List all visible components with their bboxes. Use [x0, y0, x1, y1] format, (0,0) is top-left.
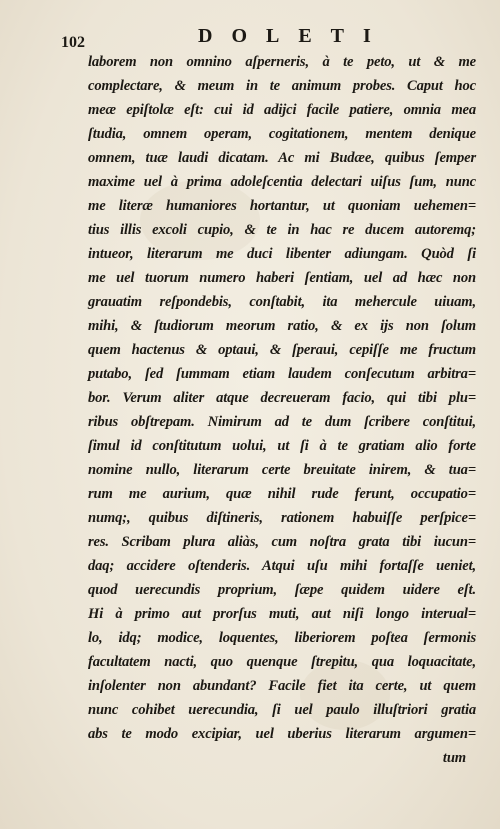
text-line: quod uerecundis proprium, ſæpe quidem uidere eſt.: [88, 582, 476, 598]
text-line: me uel tuorum numero haberi ſentiam, uel ad hæc non: [88, 270, 476, 286]
text-line: ſimul id conſtitutum uolui, ut ſi à te gratiam alio forte: [88, 438, 476, 454]
text-line: grauatim reſpondebis, conſtabit, ita mehercule uiuam,: [88, 294, 476, 310]
text-line: tum: [442, 750, 466, 766]
text-line: complectare, & meum in te animum probes. Caput hoc: [88, 78, 476, 94]
text-line: quem hactenus & optaui, & ſperaui, cepiſſe me fructum: [88, 342, 476, 358]
running-head: DOLETI: [198, 25, 390, 47]
text-line: lo, idq; modice, loquentes, liberiorem poſtea ſermonis: [88, 630, 476, 646]
page-number: 102: [61, 34, 85, 51]
text-line: rum me aurium, quæ nihil rude ferunt, occupatio=: [88, 486, 476, 502]
text-line: res. Scribam plura aliàs, cum noſtra grata tibi iucun=: [88, 534, 476, 550]
text-line: numq;, quibus diſtineris, rationem habuiſſe perſpice=: [88, 510, 476, 526]
text-line: Hi à primo aut prorſus muti, aut niſi longo interual=: [88, 606, 476, 622]
text-line: ſtudia, omnem operam, cogitationem, mentem denique: [88, 126, 476, 142]
text-line: meæ epiſtolæ eſt: cui id adijci facile patiere, omnia mea: [88, 102, 476, 118]
text-line: laborem non omnino aſperneris, à te peto, ut & me: [88, 54, 476, 70]
text-line: bor. Verum aliter atque decreueram facio, qui tibi plu=: [88, 390, 476, 406]
text-line: daq; accidere oſtenderis. Atqui uſu mihi fortaſſe ueniet,: [88, 558, 476, 574]
body-text: [88, 50, 476, 770]
text-line: putabo, ſed ſummam etiam laudem conſecutum arbitra=: [88, 366, 476, 382]
text-line: mihi, & ſtudiorum meorum ratio, & ex ijs non ſolum: [88, 318, 476, 334]
text-line: intueor, literarum me duci libenter adiungam. Quòd ſi: [88, 246, 476, 262]
text-line: tius illis excoli cupio, & te in hac re ducem autoremq;: [88, 222, 476, 238]
text-line: omnem, tuæ laudi dicatam. Ac mi Budæe, quibus ſemper: [88, 150, 476, 166]
text-line: nunc cohibet uerecundia, ſi uel paulo illuſtriori gratia: [88, 702, 476, 718]
text-line: nomine nullo, literarum certe breuitate inirem, & tua=: [88, 462, 476, 478]
text-line: maxime uel à prima adoleſcentia delectari uiſus ſum, nunc: [88, 174, 476, 190]
text-line: me literæ humaniores hortantur, ut quoniam uehemen=: [88, 198, 476, 214]
text-line: inſolenter non abundant? Facile fiet ita certe, ut quem: [88, 678, 476, 694]
text-line: ribus obſtrepam. Nimirum ad te dum ſcribere conſtitui,: [88, 414, 476, 430]
text-line: abs te modo excipiar, uel uberius literarum argumen=: [88, 726, 476, 742]
text-line: facultatem nacti, quo quenque ſtrepitu, qua loquacitate,: [88, 654, 476, 670]
